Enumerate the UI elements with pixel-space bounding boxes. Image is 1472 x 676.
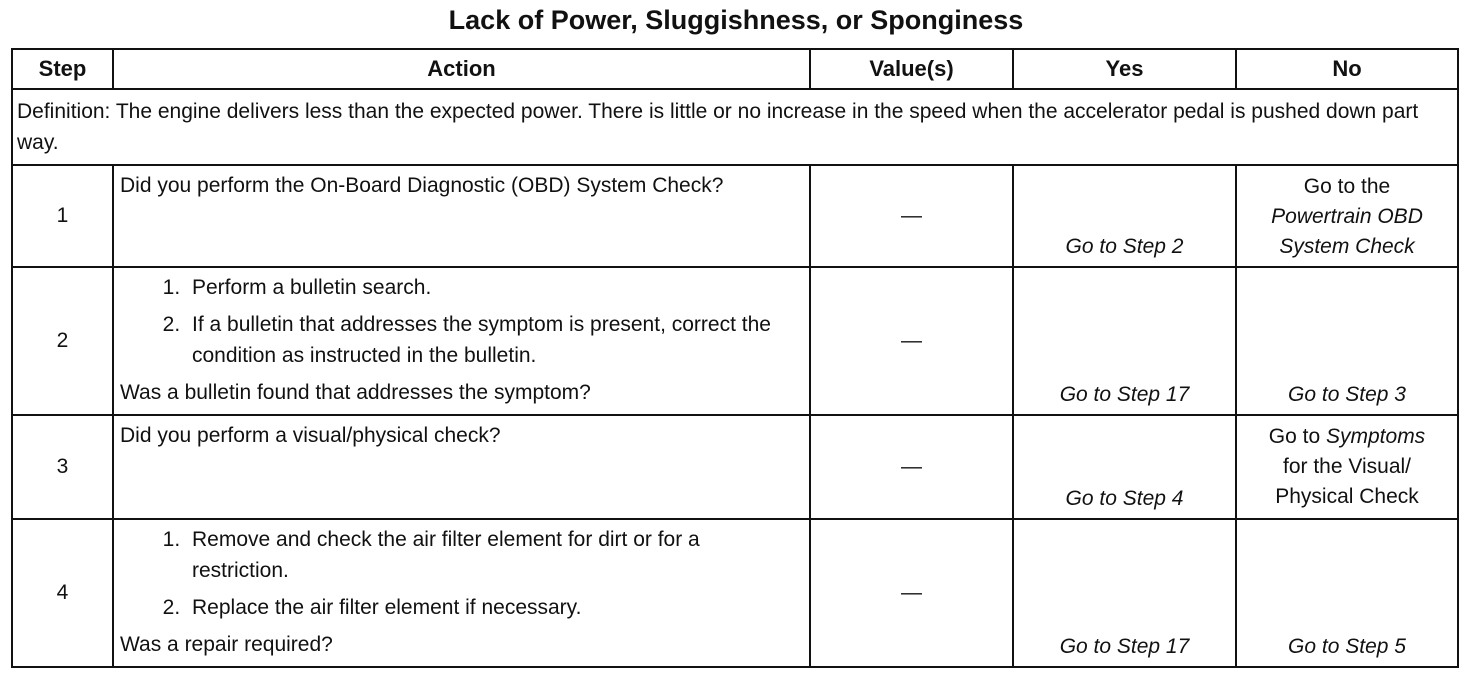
action-list	[120, 524, 803, 623]
action-cell	[113, 267, 810, 415]
value-cell: —	[810, 519, 1013, 667]
table-row	[12, 267, 1458, 415]
no-cell	[1236, 267, 1458, 415]
action-question: Was a bulletin found that addresses the symptom?	[120, 381, 591, 404]
list-item: 2. Replace the air filter element if necessary.	[186, 592, 713, 623]
step-number: 2	[12, 267, 113, 415]
header-values: Value(s)	[810, 49, 1013, 89]
no-line: Physical Check	[1275, 485, 1419, 508]
yes-cell	[1013, 519, 1236, 667]
list-item: 1. Remove and check the air filter element for dirt or for a restriction.	[186, 524, 713, 586]
no-link[interactable]: Go to Step 5	[1288, 635, 1406, 658]
no-cell	[1236, 165, 1458, 267]
header-action: Action	[113, 49, 810, 89]
diagnostic-table	[11, 48, 1459, 668]
value-cell: —	[810, 267, 1013, 415]
definition-row	[12, 89, 1458, 165]
header-no: No	[1236, 49, 1458, 89]
step-number: 4	[12, 519, 113, 667]
no-line: Powertrain OBD	[1271, 205, 1423, 228]
yes-cell	[1013, 267, 1236, 415]
no-line: Go to the	[1303, 175, 1391, 198]
definition-text: Definition: The engine delivers less than the expected power. There is little or no increase in the speed when the accelerator pedal is pushed down part way.	[12, 89, 1458, 165]
no-cell	[1236, 415, 1458, 519]
yes-link[interactable]: Go to Step 2	[1065, 235, 1184, 258]
table-row	[12, 415, 1458, 519]
header-yes: Yes	[1013, 49, 1236, 89]
action-cell	[113, 165, 810, 267]
yes-link[interactable]: Go to Step 17	[1059, 635, 1190, 658]
action-question: Was a repair required?	[120, 633, 333, 656]
no-cell	[1236, 519, 1458, 667]
yes-cell	[1013, 165, 1236, 267]
no-link[interactable]: Go to Step 3	[1288, 383, 1406, 406]
action-list	[120, 272, 803, 371]
list-item: 2. If a bulletin that addresses the symptom is present, correct the condition as instructed in the bulletin.	[186, 309, 803, 371]
yes-link[interactable]: Go to Step 4	[1065, 487, 1184, 510]
value-cell: —	[810, 415, 1013, 519]
no-link[interactable]	[1237, 166, 1457, 262]
action-text: Did you perform the On-Board Diagnostic (OBD) System Check?	[120, 174, 724, 197]
step-number: 3	[12, 415, 113, 519]
no-line	[1237, 422, 1457, 452]
action-text: Did you perform a visual/physical check?	[120, 424, 501, 447]
no-line-prefix: Go to	[1268, 425, 1326, 448]
value-cell: —	[810, 165, 1013, 267]
yes-cell	[1013, 415, 1236, 519]
table-row	[12, 519, 1458, 667]
header-row	[12, 49, 1458, 89]
no-line-emphasis: Symptoms	[1326, 425, 1426, 448]
no-line: for the Visual/	[1282, 455, 1412, 478]
action-cell	[113, 415, 810, 519]
no-line: System Check	[1279, 235, 1415, 258]
table-row	[12, 165, 1458, 267]
step-number: 1	[12, 165, 113, 267]
header-step: Step	[12, 49, 113, 89]
page-title: Lack of Power, Sluggishness, or Sponginess	[448, 5, 1024, 35]
action-cell	[113, 519, 810, 667]
list-item: 1. Perform a bulletin search.	[186, 272, 803, 303]
yes-link[interactable]: Go to Step 17	[1059, 383, 1190, 406]
no-link[interactable]	[1237, 416, 1457, 512]
